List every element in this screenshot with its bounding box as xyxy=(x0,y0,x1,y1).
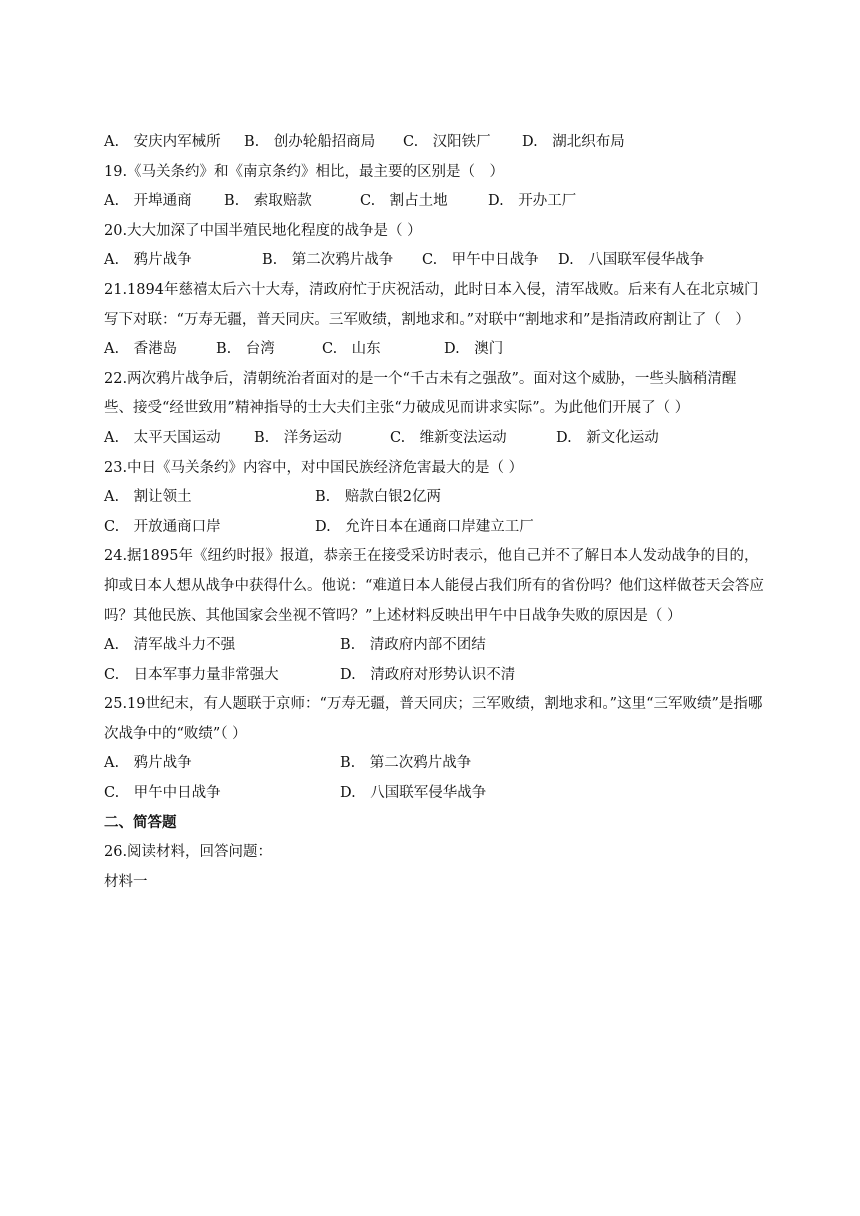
q22-options xyxy=(104,424,764,454)
q23-option-d: D. 允许日本在通商口岸建立工厂 xyxy=(315,518,534,535)
q21-option-a: A. 香港岛 xyxy=(104,341,178,358)
q24-option-c: C. 日本军事力量非常强大 xyxy=(104,666,279,683)
q23-options-row1 xyxy=(104,483,764,513)
q18-option-b: B. 创办轮船招商局 xyxy=(244,134,376,150)
q23-option-c: C. 开放通商口岸 xyxy=(104,518,221,535)
q23-stem: 23.中日《马关条约》内容中，对中国民族经济危害最大的是（ ） xyxy=(104,459,524,476)
q20-option-c: C. 甲午中日战争 xyxy=(422,252,539,269)
q18-option-d: D. 湖北织布局 xyxy=(522,134,625,150)
q21-option-c: C. 山东 xyxy=(322,341,381,358)
q21-option-b: B. 台湾 xyxy=(216,341,275,358)
q23-options-row2 xyxy=(104,513,764,543)
q20-option-b: B. 第二次鸦片战争 xyxy=(262,252,394,269)
q22-option-c: C. 维新变法运动 xyxy=(390,429,507,446)
q19-options xyxy=(104,187,764,217)
q20-stem: 20.大大加深了中国半殖民地化程度的战争是（ ） xyxy=(104,222,422,239)
section-heading: 二、简答题 xyxy=(104,814,177,831)
q19-option-d: D. 开办工厂 xyxy=(488,193,577,210)
q20-options xyxy=(104,246,764,276)
q25-option-a: A. 鸦片战争 xyxy=(104,755,192,772)
q25-option-b: B. 第二次鸦片战争 xyxy=(340,755,472,772)
q19-option-c: C. 割占土地 xyxy=(360,193,448,210)
q25-options-row2 xyxy=(104,779,764,809)
q20-option-a: A. 鸦片战争 xyxy=(104,252,192,269)
q23-option-b: B. 赔款白银2亿两 xyxy=(315,489,441,506)
q18-options xyxy=(104,128,764,158)
q22-option-d: D. 新文化运动 xyxy=(556,429,659,446)
q18-option-a: A. 安庆内军械所 xyxy=(104,134,221,150)
q20-option-d: D. 八国联军侵华战争 xyxy=(558,252,705,269)
q24-options-row1 xyxy=(104,631,764,661)
q19-option-a: A. 开埠通商 xyxy=(104,193,192,210)
q19-stem: 19.《马关条约》和《南京条约》相比，最主要的区别是（ ） xyxy=(104,163,505,180)
q24-options-row2 xyxy=(104,661,764,691)
q18-option-c: C. 汉阳铁厂 xyxy=(403,134,491,150)
q25-stem: 25.19世纪末，有人题联于京师：“万寿无疆，普天同庆；三军败绩，割地求和。”这里“三军败绩”是指哪次战争中的“败绩”（ ） xyxy=(104,696,763,742)
q24-option-b: B. 清政府内部不团结 xyxy=(340,637,486,654)
q24-option-a: A. 清军战斗力不强 xyxy=(104,637,236,654)
q25-option-c: C. 甲午中日战争 xyxy=(104,785,221,802)
q26-stem: 26.阅读材料，回答问题： xyxy=(104,844,273,861)
q22-option-b: B. 洋务运动 xyxy=(254,429,342,446)
exam-page xyxy=(104,128,764,897)
q24-stem: 24.据1895年《纽约时报》报道，恭亲王在接受采访时表示，他自己并不了解日本人发动战争的目的，抑或日本人想从战争中获得什么。他说：“难道日本人能侵占我们所有的省份吗？他们这样做苍天会答应吗？其他民族、其他国家会坐视不管吗？”上述材料反映出甲午中日战争失败的原因是（ ） xyxy=(104,548,764,624)
q23-option-a: A. 割让领土 xyxy=(104,489,192,506)
q22-stem: 22.两次鸦片战争后，清朝统治者面对的是一个“千古未有之强敌”。面对这个威胁，一些头脑稍清醒些、接受“经世致用”精神指导的士大夫们主张“力破成见而讲求实际”。为此他们开展了（ ） xyxy=(104,370,737,417)
q22-option-a: A. 太平天国运动 xyxy=(104,429,221,446)
q21-options xyxy=(104,335,764,365)
q21-stem: 21.1894年慈禧太后六十大寿，清政府忙于庆祝活动，此时日本入侵，清军战败。后来有人在北京城门写下对联：“万寿无疆，普天同庆。三军败绩，割地求和。”对联中“割地求和”是指清政府割让了（ ） xyxy=(104,281,759,328)
q21-option-d: D. 澳门 xyxy=(444,341,504,358)
q25-options-row1 xyxy=(104,749,764,779)
q24-option-d: D. 清政府对形势认识不清 xyxy=(340,666,516,683)
q19-option-b: B. 索取赔款 xyxy=(224,193,312,210)
q26-material-label: 材料一 xyxy=(104,873,148,890)
q25-option-d: D. 八国联军侵华战争 xyxy=(340,785,487,802)
